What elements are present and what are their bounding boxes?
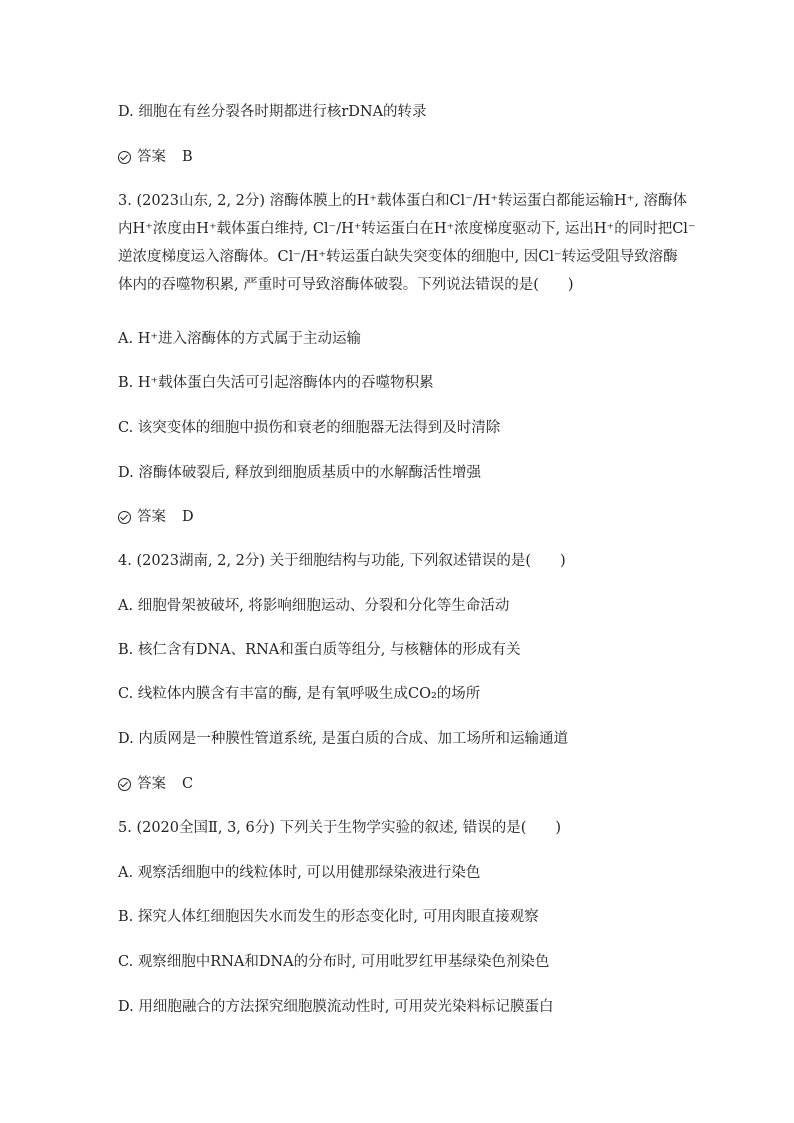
check-circle-icon bbox=[118, 151, 131, 164]
check-circle-icon bbox=[118, 778, 131, 791]
answer-value: B bbox=[182, 149, 193, 165]
q5-option-b: B. 探究人体红细胞因失水而发生的形态变化时, 可用肉眼直接观察 bbox=[118, 909, 539, 925]
answer-value: D bbox=[182, 509, 194, 525]
q3-option-c: C. 该突变体的细胞中损伤和衰老的细胞器无法得到及时清除 bbox=[118, 420, 501, 436]
q4-stem: 4. (2023湖南, 2, 2分) 关于细胞结构与功能, 下列叙述错误的是( ) bbox=[118, 553, 566, 569]
answer-label: 答案 bbox=[137, 509, 166, 525]
q3-stem-line-3: 逆浓度梯度运入溶酶体。Cl⁻/H⁺转运蛋白缺失突变体的细胞中, 因Cl⁻转运受阻导致溶酶 bbox=[118, 249, 678, 265]
q3-stem-line-4: 体内的吞噬物积累, 严重时可导致溶酶体破裂。下列说法错误的是( ) bbox=[118, 277, 574, 293]
q4-option-a: A. 细胞骨架被破坏, 将影响细胞运动、分裂和分化等生命活动 bbox=[118, 598, 510, 614]
q5-option-d: D. 用细胞融合的方法探究细胞膜流动性时, 可用荧光染料标记膜蛋白 bbox=[118, 999, 554, 1015]
q2-option-d: D. 细胞在有丝分裂各时期都进行核rDNA的转录 bbox=[118, 104, 427, 120]
q5-stem: 5. (2020全国Ⅱ, 3, 6分) 下列关于生物学实验的叙述, 错误的是( ) bbox=[118, 820, 562, 836]
q3-answer bbox=[118, 507, 678, 527]
q5-option-c: C. 观察细胞中RNA和DNA的分布时, 可用吡罗红甲基绿染色剂染色 bbox=[118, 954, 550, 970]
q4-option-c: C. 线粒体内膜含有丰富的酶, 是有氧呼吸生成CO₂的场所 bbox=[118, 686, 481, 702]
q3-option-d: D. 溶酶体破裂后, 释放到细胞质基质中的水解酶活性增强 bbox=[118, 465, 482, 481]
q5-option-a: A. 观察活细胞中的线粒体时, 可以用健那绿染液进行染色 bbox=[118, 865, 481, 881]
q4-option-d: D. 内质网是一种膜性管道系统, 是蛋白质的合成、加工场所和运输通道 bbox=[118, 731, 569, 747]
q4-option-b: B. 核仁含有DNA、RNA和蛋白质等组分, 与核糖体的形成有关 bbox=[118, 642, 521, 658]
q3-stem-line-1: 3. (2023山东, 2, 2分) 溶酶体膜上的H⁺载体蛋白和Cl⁻/H⁺转运蛋白都能运输H⁺, 溶酶体 bbox=[118, 193, 688, 209]
answer-label: 答案 bbox=[137, 776, 166, 792]
answer-label: 答案 bbox=[137, 149, 166, 165]
q3-stem-line-2: 内H⁺浓度由H⁺载体蛋白维持, Cl⁻/H⁺转运蛋白在H⁺浓度梯度驱动下, 运出H⁺的同时把Cl⁻ bbox=[118, 221, 696, 237]
check-circle-icon bbox=[118, 511, 131, 524]
q3-option-a: A. H⁺进入溶酶体的方式属于主动运输 bbox=[118, 331, 361, 347]
q3-option-b: B. H⁺载体蛋白失活可引起溶酶体内的吞噬物积累 bbox=[118, 375, 434, 391]
q2-answer bbox=[118, 147, 678, 167]
answer-value: C bbox=[182, 776, 194, 792]
q4-answer bbox=[118, 774, 678, 794]
